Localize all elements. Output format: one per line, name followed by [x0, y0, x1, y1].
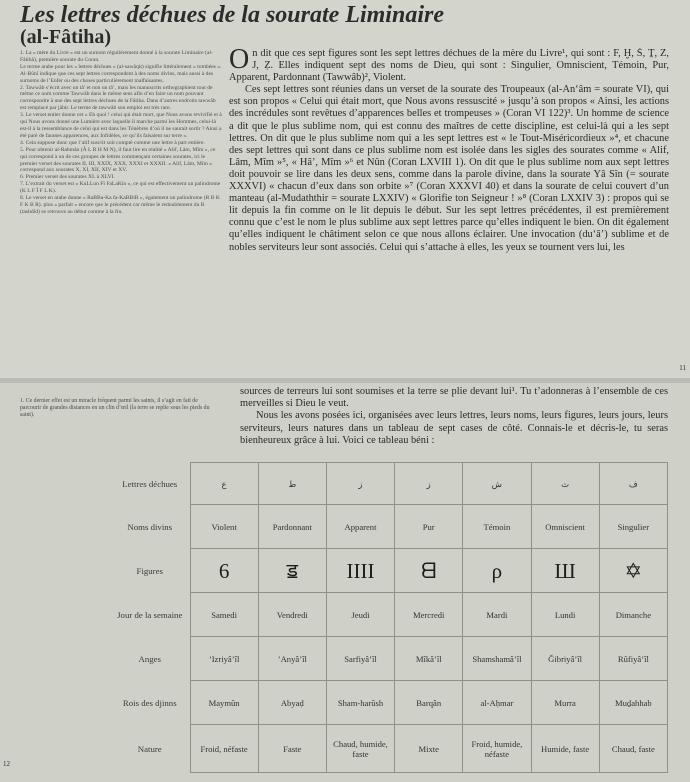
table-cell: Mardi	[463, 593, 531, 637]
table-cell	[599, 549, 667, 593]
letters-table	[110, 462, 668, 773]
table-cell: Froid, néfaste	[190, 725, 258, 773]
page-title: Les lettres déchues de la sourate Liminaire	[20, 2, 444, 28]
row-label: Noms divins	[127, 521, 173, 532]
figure-glyph: 6	[218, 558, 230, 583]
footnote: 1. La « mère du Livre » est un surnom régulièrement donné à la sourate Liminaire (al-Fâtihâ), première sourate du Coran.	[20, 50, 213, 63]
table-row	[110, 725, 668, 773]
table-cell: Lundi	[531, 593, 599, 637]
row-label: Jour de la semaine	[117, 609, 183, 620]
row-label: Rois des djinns	[122, 697, 177, 708]
page-number: 11	[679, 364, 686, 372]
page-subtitle: (al-Fâtiha)	[20, 26, 112, 48]
footnote: Le terme arabe pour les « lettres déchues » (al-sawâqit) signifie littéralement « tombées ». Al-Bûnî indique que ces sept lettres correspondent à des noms divins, mais aussi à des surnoms de l’Enfer ou des choses particulièrement malfaisantes.	[20, 63, 222, 84]
footnotes-column	[20, 50, 222, 372]
footnote: 2. Tawwâb s’écrit avec un tâ’ et non un tâ’, mais les manuscrits orthographient tout de même ce nom comme Tawwâb dans le même sens afin d’en faire un nom pouvant correspondre à une des sept lettres déchues de la Fâtiha. Dans d’autres endroits tawwâb est remplacé par jâbir. Le terme de tawwâb son emploi est très rare.	[20, 84, 216, 112]
table-cell: ’Anyâ’îl	[258, 637, 326, 681]
table-cell: Vendredi	[258, 593, 326, 637]
table-cell: Barqân	[395, 681, 463, 725]
table-row	[110, 463, 668, 505]
table-cell: Chaud, humide, faste	[326, 725, 394, 773]
table-cell	[190, 549, 258, 593]
table-cell: ’Izriyâ’îl	[190, 637, 258, 681]
table-cell: ز	[395, 463, 463, 505]
table-row	[110, 549, 668, 593]
table-cell: Muḏahhab	[599, 681, 667, 725]
table-row	[110, 637, 668, 681]
table-cell	[463, 549, 531, 593]
footnote: 6. Premier verset des sourates XL à XLVI.	[20, 174, 115, 181]
table-cell: ط	[258, 463, 326, 505]
table-cell: Sarfiyâ’îl	[326, 637, 394, 681]
page-top	[0, 0, 690, 378]
figure-glyph: ᗺ	[421, 558, 437, 583]
table-cell: Abyaḍ	[258, 681, 326, 725]
paragraph: sources de terreurs lui sont soumises et la terre se plie devant lui¹. Tu t’adonneras à l’ensemble de ces merveilles si Dieu le veut.	[240, 386, 668, 410]
table-row	[110, 681, 668, 725]
footnote: 7. L’extrait du verset est « KuLLun Fî FaLaKin », ce qui est effectivement un palindrome (K L F Î F L K).	[20, 181, 221, 195]
page-number: 12	[3, 760, 10, 768]
table-cell: ش	[463, 463, 531, 505]
footnote: 8. Le verset en arabe donne « RaBBa-Ka fa-KaBBiR », également un palindrome (R B K F K B R). plus « parfait » encore que le précédent car même le redoublement du B (tashdîd) se retrouve au début comme à la fin.	[20, 195, 220, 215]
table-cell: Ğibriyâ’îl	[531, 637, 599, 681]
table-cell: Froid, humide, néfaste	[463, 725, 531, 773]
table-cell: Shamshamâ’îl	[463, 637, 531, 681]
table-row	[110, 593, 668, 637]
table-cell: Violent	[190, 505, 258, 549]
table-cell: Omniscient	[531, 505, 599, 549]
table-cell: Chaud, faste	[599, 725, 667, 773]
table-cell	[326, 549, 394, 593]
table-cell	[395, 549, 463, 593]
table-cell: Murra	[531, 681, 599, 725]
table-cell: Singulier	[599, 505, 667, 549]
figure-glyph: ॾ	[286, 558, 298, 583]
table-cell: Samedi	[190, 593, 258, 637]
paragraph: Nous les avons posées ici, organisées avec leurs lettres, leurs noms, leurs figures, leurs jours, leurs serviteurs, leurs natures dans un tableau de sept cases de côté. Connais-le et décris-le, tu seras bienheureux grâce à lui. Voici ce tableau béni :	[240, 410, 668, 446]
star-of-david-icon: ✡	[624, 558, 643, 583]
figure-glyph: IIII	[346, 558, 375, 583]
table-cell	[531, 549, 599, 593]
row-label: Anges	[138, 653, 161, 664]
footnote: 4. Cela suppose donc que l’alif suscrit soit compté comme une lettre à part entière.	[20, 139, 205, 146]
footnotes-column	[20, 398, 220, 419]
table-cell: Maymûn	[190, 681, 258, 725]
table-cell: Témoin	[463, 505, 531, 549]
table-cell: Mixte	[395, 725, 463, 773]
footnote: 5. Pour obtenir al-Rahmân (Â L R H M N), il faut lire en réalité « Alif, Lâm, Mîm », ce qui correspond à un de ces groupes de lettres commençant certaines sourates, ici le premier verset des sourates II, III, XXIX, XXX, XXXI et XXXII. « Alif, Lâm, Mîm » correspond aux sourates X, XI, XII, XIV et XV.	[20, 146, 216, 174]
figure-glyph: ρ	[491, 558, 503, 583]
table-cell: Jeudi	[326, 593, 394, 637]
table-cell: Humide, faste	[531, 725, 599, 773]
table-cell: Faste	[258, 725, 326, 773]
row-label: Figures	[136, 565, 163, 576]
table-cell: al-Aḥmar	[463, 681, 531, 725]
table-cell: Mercredi	[395, 593, 463, 637]
table-row	[110, 505, 668, 549]
figure-glyph: Ш	[554, 558, 576, 583]
table-cell: Mîkâ’îl	[395, 637, 463, 681]
table-cell: ع	[190, 463, 258, 505]
table-cell: Pardonnant	[258, 505, 326, 549]
main-text	[240, 386, 668, 447]
table-cell: ز	[326, 463, 394, 505]
table-cell: ف	[599, 463, 667, 505]
table-cell: Rûfiyâ’îl	[599, 637, 667, 681]
table-cell: ث	[531, 463, 599, 505]
table-cell	[258, 549, 326, 593]
table-cell: Pur	[395, 505, 463, 549]
paragraph-text: n dit que ces sept figures sont les sept lettres déchues de la mère du Livre¹, qui sont : F, Ḫ, Š, Ṯ, Z, J, Ẓ. Elles indiquent sept des noms de Dieu, qui sont : Singulier, Omniscient, Témoin, Pur, Apparent, Pardonnant (Tawwâb)², Violent.	[229, 48, 669, 84]
paragraph	[229, 48, 669, 84]
table-cell: Apparent	[326, 505, 394, 549]
row-label: Nature	[137, 743, 162, 754]
footnote: 1. Ce dernier effet est un miracle fréquent parmi les saints, il s’agit en fait de parcourir de grandes distances en un clin d’œil (la terre se replie sous les pieds du saint).	[20, 398, 210, 418]
footnote: 3. Le verset entier donne cet « Eh quoi ! celui qui était mort, que Nous avons revivifié et à qui Nous avons donné une Lumière avec laquelle il marche parmi les Hommes, celui-là est-il à la ressemblance de celui qui est dans les Ténèbres d’où il ne saurait sortir ? Ainsi a été paré de fausses apparences, aux Infidèles, ce qu’ils faisaient sur terre ».	[20, 112, 222, 139]
row-label: Lettres déchues	[122, 478, 178, 489]
table-cell: Sham-harûsh	[326, 681, 394, 725]
paragraph: Ces sept lettres sont réunies dans un verset de la sourate des Troupeaux (al-An‘âm = sourate VI), qui est son propos « Celui qui était mort, que Nous avons ressuscité » jusqu’à son propos « Ainsi, les actions des incrédules sont revêtues d’apparences belles et trompeuses » (Coran VI 122)³. Un homme de science a dit que le plus sublime nom, qui est connu des maîtres de cette discipline, est celui-là qui a les sept lettres. On dit que le plus sublime nom qui a les sept lettres est « le Tout-Miséricordieux »⁴, et chacune des sept lettres qui sont dans ce plus sublime nom est isolée dans les sigles des sourates comme « Alif, Lâm, Mîm »⁵, « Hâ’, Mîm »⁶ et Nûn (Coran LXVIII 1). On dit que le plus sublime nom aux sept lettres doit pouvoir se lire dans les deux sens, comme dans la parole divine, dans la sourate Yâ Sîn (= sourate XXXVI) « chacun d’eux dans son orbite »⁷ (Coran XXXVI 40) et dans la sourate de celui couvert d’un manteau (al-Mudaththir = sourate LXXIV) « Glorifie ton Seigneur ! »⁸ (Coran LXXIV 3) : propos qui se lit depuis la fin comme on le lit depuis le début. Sur les sept lettres précédentes, il est premièrement connu que c’est le nom le plus sublime aux sept lettres parce qu’elles indiquent le bien. On dit également qu’elles indiquent le châtiment selon ce que nous allons éclairer. Une invocation (du‘â’) sublime et de nobles serviteurs leur sont associés. Celui qui s’attache à elles, les yeux se tournent vers lui, les	[229, 84, 669, 253]
drop-cap: O	[229, 48, 250, 75]
table-cell: Dimanche	[599, 593, 667, 637]
main-text	[229, 48, 669, 373]
